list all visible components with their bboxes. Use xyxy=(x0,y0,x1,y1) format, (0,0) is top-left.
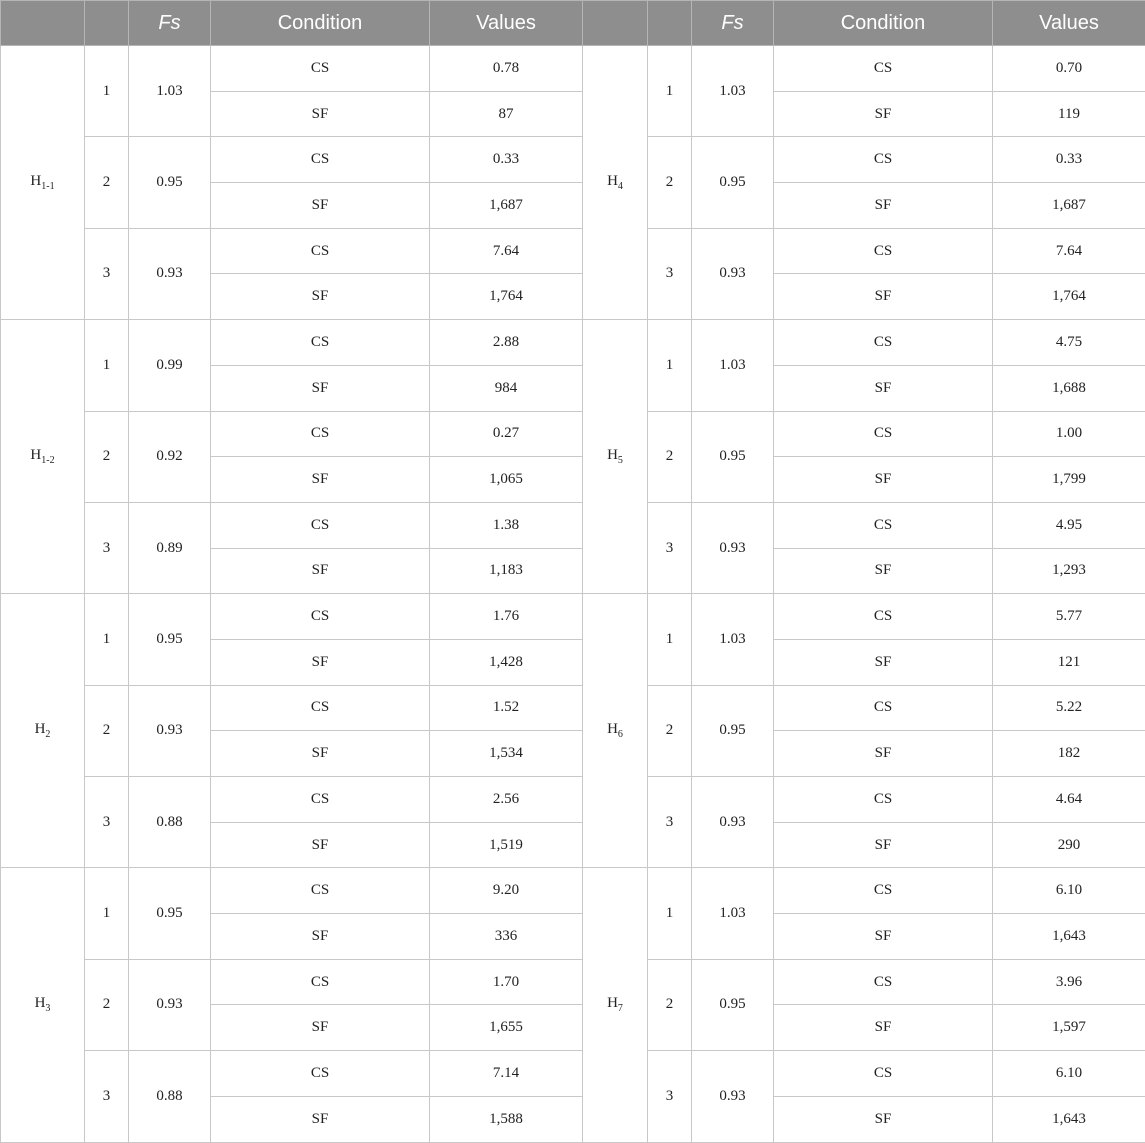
trial-index-right: 2 xyxy=(648,685,692,776)
value-cell-left: 984 xyxy=(430,365,583,411)
table-row xyxy=(1,137,1145,183)
value-cell-left: 1.52 xyxy=(430,685,583,731)
group-label-main: H xyxy=(30,447,42,464)
value-cell-right: 119 xyxy=(993,91,1145,137)
group-label-main: H xyxy=(607,995,618,1012)
trial-index-left: 2 xyxy=(85,959,129,1050)
group-label-main: H xyxy=(30,173,42,190)
fs-value-right: 1.03 xyxy=(692,594,774,685)
value-cell-right: 1,597 xyxy=(993,1005,1145,1051)
table-row xyxy=(1,320,1145,366)
header-index-left xyxy=(85,1,129,46)
value-cell-left: 87 xyxy=(430,91,583,137)
fs-value-left: 0.93 xyxy=(129,685,211,776)
value-cell-right: 3.96 xyxy=(993,959,1145,1005)
condition-cell-right: SF xyxy=(774,183,993,229)
value-cell-left: 1,183 xyxy=(430,548,583,594)
condition-cell-right: CS xyxy=(774,137,993,183)
table-row xyxy=(1,777,1145,823)
trial-index-right: 3 xyxy=(648,228,692,319)
value-cell-left: 0.78 xyxy=(430,46,583,92)
condition-cell-left: CS xyxy=(211,685,430,731)
condition-cell-left: SF xyxy=(211,183,430,229)
group-label-sub: 2 xyxy=(45,729,51,741)
header-condition-right: Condition xyxy=(774,1,993,46)
group-label-sub: 6 xyxy=(617,729,623,741)
group-label-left xyxy=(1,46,85,320)
trial-index-left: 1 xyxy=(85,868,129,959)
condition-cell-right: SF xyxy=(774,914,993,960)
value-cell-left: 1,065 xyxy=(430,457,583,503)
value-cell-right: 290 xyxy=(993,822,1145,868)
header-group-left xyxy=(1,1,85,46)
table-row xyxy=(1,502,1145,548)
fs-value-left: 0.95 xyxy=(129,868,211,959)
fs-value-left: 0.88 xyxy=(129,777,211,868)
condition-cell-left: CS xyxy=(211,502,430,548)
value-cell-right: 1,688 xyxy=(993,365,1145,411)
fs-value-right: 0.95 xyxy=(692,411,774,502)
value-cell-right: 0.70 xyxy=(993,46,1145,92)
condition-cell-left: SF xyxy=(211,457,430,503)
condition-cell-right: SF xyxy=(774,731,993,777)
group-label-sub: 7 xyxy=(617,1003,623,1015)
value-cell-right: 4.75 xyxy=(993,320,1145,366)
trial-index-right: 1 xyxy=(648,594,692,685)
condition-cell-left: CS xyxy=(211,46,430,92)
value-cell-right: 182 xyxy=(993,731,1145,777)
fs-value-right: 0.93 xyxy=(692,777,774,868)
condition-cell-left: SF xyxy=(211,914,430,960)
group-label-right xyxy=(583,320,648,594)
condition-cell-right: CS xyxy=(774,594,993,640)
fs-value-left: 0.89 xyxy=(129,502,211,593)
fs-value-left: 1.03 xyxy=(129,46,211,137)
table-row xyxy=(1,411,1145,457)
group-label-main: H xyxy=(607,721,618,738)
group-label-left xyxy=(1,320,85,594)
condition-cell-left: CS xyxy=(211,137,430,183)
header-values-left: Values xyxy=(430,1,583,46)
value-cell-left: 0.33 xyxy=(430,137,583,183)
trial-index-left: 1 xyxy=(85,320,129,411)
condition-cell-left: CS xyxy=(211,320,430,366)
trial-index-right: 2 xyxy=(648,959,692,1050)
condition-cell-left: CS xyxy=(211,228,430,274)
trial-index-left: 3 xyxy=(85,777,129,868)
value-cell-left: 9.20 xyxy=(430,868,583,914)
fs-value-left: 0.93 xyxy=(129,959,211,1050)
fs-value-left: 0.95 xyxy=(129,137,211,228)
fs-value-right: 0.93 xyxy=(692,228,774,319)
condition-cell-left: CS xyxy=(211,594,430,640)
value-cell-right: 6.10 xyxy=(993,868,1145,914)
trial-index-left: 1 xyxy=(85,594,129,685)
value-cell-right: 1,799 xyxy=(993,457,1145,503)
condition-cell-right: SF xyxy=(774,822,993,868)
condition-cell-left: CS xyxy=(211,411,430,457)
group-label-main: H xyxy=(607,447,618,464)
fs-value-right: 1.03 xyxy=(692,868,774,959)
condition-cell-right: SF xyxy=(774,457,993,503)
fs-value-right: 1.03 xyxy=(692,46,774,137)
table-row xyxy=(1,46,1145,92)
trial-index-right: 3 xyxy=(648,502,692,593)
value-cell-left: 1.76 xyxy=(430,594,583,640)
value-cell-left: 336 xyxy=(430,914,583,960)
value-cell-right: 1,293 xyxy=(993,548,1145,594)
header-group-right xyxy=(583,1,648,46)
fs-value-right: 0.93 xyxy=(692,502,774,593)
value-cell-left: 1.38 xyxy=(430,502,583,548)
value-cell-right: 0.33 xyxy=(993,137,1145,183)
value-cell-right: 5.22 xyxy=(993,685,1145,731)
condition-cell-left: SF xyxy=(211,548,430,594)
condition-cell-right: CS xyxy=(774,411,993,457)
condition-cell-right: CS xyxy=(774,502,993,548)
value-cell-left: 1.70 xyxy=(430,959,583,1005)
group-label-right xyxy=(583,594,648,868)
fs-value-left: 0.92 xyxy=(129,411,211,502)
value-cell-right: 4.64 xyxy=(993,777,1145,823)
trial-index-left: 2 xyxy=(85,685,129,776)
trial-index-right: 2 xyxy=(648,137,692,228)
condition-cell-left: CS xyxy=(211,1051,430,1097)
condition-cell-right: CS xyxy=(774,777,993,823)
condition-cell-right: SF xyxy=(774,1005,993,1051)
condition-cell-left: CS xyxy=(211,777,430,823)
value-cell-left: 0.27 xyxy=(430,411,583,457)
table-row xyxy=(1,868,1145,914)
group-label-sub: 3 xyxy=(45,1003,51,1015)
trial-index-left: 1 xyxy=(85,46,129,137)
trial-index-left: 3 xyxy=(85,1051,129,1142)
group-label-left xyxy=(1,594,85,868)
value-cell-right: 1,764 xyxy=(993,274,1145,320)
condition-cell-left: SF xyxy=(211,1096,430,1142)
value-cell-left: 1,588 xyxy=(430,1096,583,1142)
value-cell-right: 5.77 xyxy=(993,594,1145,640)
trial-index-right: 2 xyxy=(648,411,692,502)
group-label-sub: 4 xyxy=(617,181,623,193)
condition-cell-right: SF xyxy=(774,274,993,320)
table-row xyxy=(1,1051,1145,1097)
group-label-sub: 1-2 xyxy=(41,455,55,467)
value-cell-left: 7.14 xyxy=(430,1051,583,1097)
trial-index-left: 3 xyxy=(85,228,129,319)
table-row xyxy=(1,685,1145,731)
condition-cell-right: SF xyxy=(774,91,993,137)
group-label-left xyxy=(1,868,85,1142)
trial-index-left: 3 xyxy=(85,502,129,593)
condition-cell-right: SF xyxy=(774,1096,993,1142)
group-label-main: H xyxy=(34,721,46,738)
fs-value-left: 0.95 xyxy=(129,594,211,685)
value-cell-right: 7.64 xyxy=(993,228,1145,274)
trial-index-right: 3 xyxy=(648,1051,692,1142)
table-row xyxy=(1,228,1145,274)
group-label-main: H xyxy=(607,173,618,190)
condition-cell-left: CS xyxy=(211,959,430,1005)
value-cell-right: 1,643 xyxy=(993,1096,1145,1142)
condition-cell-left: SF xyxy=(211,639,430,685)
fs-value-right: 1.03 xyxy=(692,320,774,411)
value-cell-right: 1.00 xyxy=(993,411,1145,457)
header-fs-left: Fs xyxy=(129,1,211,46)
group-label-main: H xyxy=(34,995,46,1012)
condition-cell-right: CS xyxy=(774,959,993,1005)
value-cell-right: 4.95 xyxy=(993,502,1145,548)
trial-index-right: 1 xyxy=(648,46,692,137)
table-row xyxy=(1,959,1145,1005)
value-cell-left: 1,534 xyxy=(430,731,583,777)
trial-index-right: 1 xyxy=(648,320,692,411)
group-label-sub: 1-1 xyxy=(41,181,55,193)
header-values-right: Values xyxy=(993,1,1145,46)
trial-index-left: 2 xyxy=(85,411,129,502)
value-cell-left: 1,655 xyxy=(430,1005,583,1051)
condition-cell-right: CS xyxy=(774,1051,993,1097)
condition-cell-right: SF xyxy=(774,639,993,685)
fs-value-right: 0.95 xyxy=(692,959,774,1050)
condition-cell-right: CS xyxy=(774,868,993,914)
fs-value-right: 0.95 xyxy=(692,137,774,228)
trial-index-left: 2 xyxy=(85,137,129,228)
group-label-right xyxy=(583,868,648,1142)
header-condition-left: Condition xyxy=(211,1,430,46)
condition-cell-left: SF xyxy=(211,91,430,137)
fs-value-right: 0.93 xyxy=(692,1051,774,1142)
table-body xyxy=(1,46,1145,1143)
header-fs-right: Fs xyxy=(692,1,774,46)
group-label-sub: 5 xyxy=(617,455,623,467)
fs-value-left: 0.88 xyxy=(129,1051,211,1142)
value-cell-left: 1,764 xyxy=(430,274,583,320)
fs-value-left: 0.99 xyxy=(129,320,211,411)
value-cell-left: 1,519 xyxy=(430,822,583,868)
value-cell-right: 6.10 xyxy=(993,1051,1145,1097)
trial-index-right: 3 xyxy=(648,777,692,868)
value-cell-left: 1,687 xyxy=(430,183,583,229)
header-index-right xyxy=(648,1,692,46)
table-row xyxy=(1,594,1145,640)
header-row xyxy=(1,1,1145,46)
trial-index-right: 1 xyxy=(648,868,692,959)
value-cell-left: 2.56 xyxy=(430,777,583,823)
condition-cell-left: SF xyxy=(211,274,430,320)
value-cell-left: 2.88 xyxy=(430,320,583,366)
condition-cell-right: CS xyxy=(774,320,993,366)
condition-cell-right: SF xyxy=(774,365,993,411)
condition-cell-left: SF xyxy=(211,365,430,411)
condition-cell-left: SF xyxy=(211,1005,430,1051)
value-cell-right: 1,687 xyxy=(993,183,1145,229)
value-cell-right: 121 xyxy=(993,639,1145,685)
condition-cell-right: SF xyxy=(774,548,993,594)
value-cell-left: 7.64 xyxy=(430,228,583,274)
fs-value-right: 0.95 xyxy=(692,685,774,776)
condition-cell-right: CS xyxy=(774,228,993,274)
condition-cell-right: CS xyxy=(774,685,993,731)
value-cell-left: 1,428 xyxy=(430,639,583,685)
group-label-right xyxy=(583,46,648,320)
condition-cell-left: SF xyxy=(211,822,430,868)
value-cell-right: 1,643 xyxy=(993,914,1145,960)
condition-cell-right: CS xyxy=(774,46,993,92)
condition-cell-left: SF xyxy=(211,731,430,777)
condition-cell-left: CS xyxy=(211,868,430,914)
fs-value-left: 0.93 xyxy=(129,228,211,319)
